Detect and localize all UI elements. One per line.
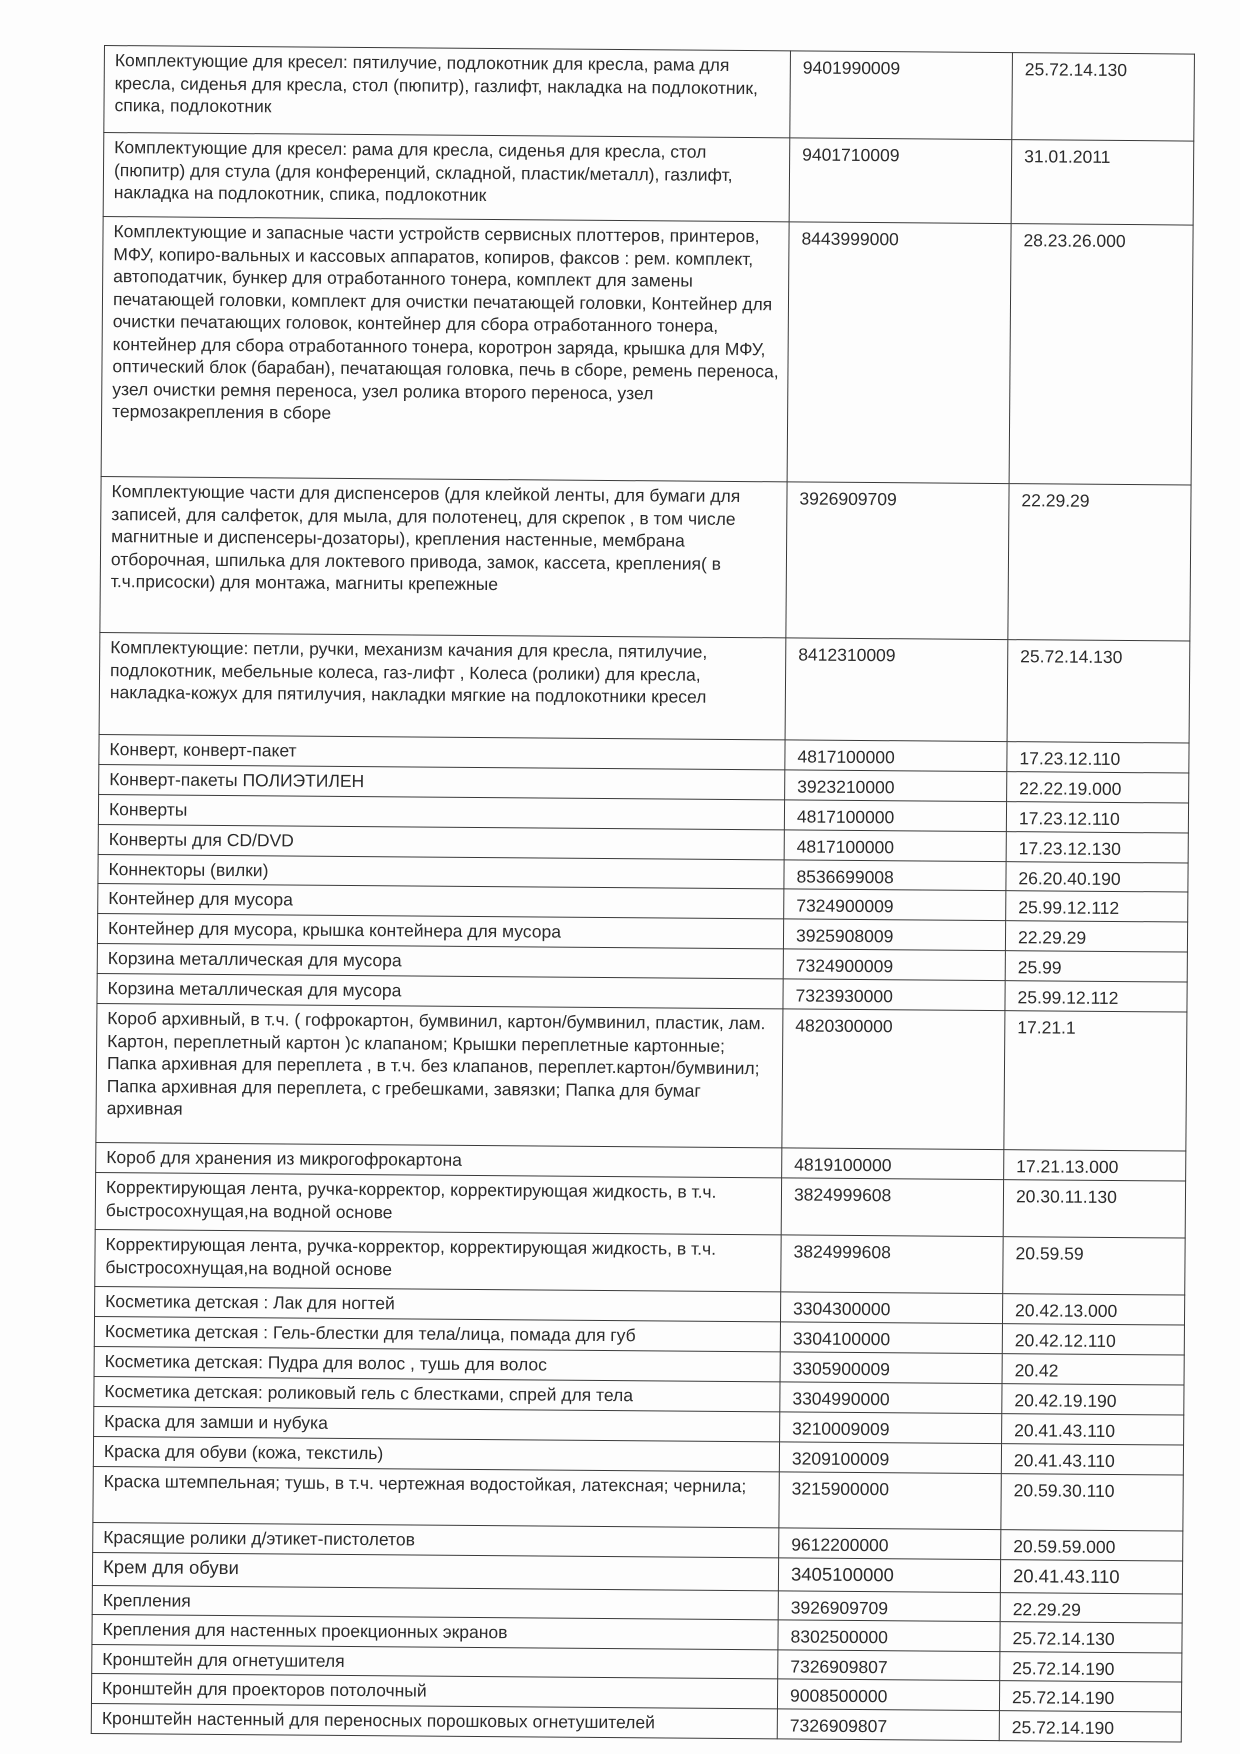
tnved-code-cell: 3405100000: [778, 1558, 1000, 1593]
table-body: [91, 46, 1194, 1743]
okpd2-code-cell: 25.72.14.190: [1000, 1652, 1182, 1682]
tnved-code-cell: 3304300000: [780, 1292, 1002, 1324]
okpd2-code-cell: 25.72.14.190: [999, 1681, 1181, 1712]
okpd2-code-cell: 20.41.43.110: [1002, 1414, 1184, 1445]
tnved-code-cell: 8302500000: [778, 1620, 1000, 1652]
tnved-code-cell: 8443999000: [787, 222, 1011, 484]
table-row: [103, 133, 1194, 226]
okpd2-code-cell: 20.42.13.000: [1002, 1294, 1184, 1325]
tnved-code-cell: 4817100000: [784, 800, 1006, 832]
product-name-cell: Корзина металлическая для мусора: [97, 943, 783, 978]
okpd2-code-cell: 22.29.29: [1008, 484, 1191, 641]
tnved-code-cell: 9401710009: [789, 138, 1012, 224]
tnved-code-cell: 9401990009: [790, 51, 1013, 140]
product-name-cell: Краска для обуви (кожа, текстиль): [93, 1436, 779, 1471]
okpd2-code-cell: 20.42.12.110: [1002, 1324, 1184, 1355]
product-name-cell: Корзина металлическая для мусора: [97, 973, 783, 1008]
okpd2-code-cell: 20.59.59.000: [1001, 1530, 1183, 1561]
okpd2-code-cell: 20.59.30.110: [1001, 1474, 1183, 1531]
product-name-cell: Крепления для настенных проекционных экранов: [92, 1614, 778, 1649]
okpd2-code-cell: 25.72.14.130: [1012, 53, 1195, 141]
product-name-cell: Комплектующие: петли, ручки, механизм качания для кресла, пятилучие, подлокотник, мебельные колеса, газ-лифт , Колеса (ролики) для кресла, накладка-кожух для пятилучия, накладки мягкие на подлокотники кресел: [99, 632, 786, 739]
product-name-cell: Кронштейн настенный для переносных порошковых огнетушителей: [91, 1703, 777, 1738]
okpd2-code-cell: 20.30.11.130: [1003, 1180, 1185, 1238]
product-name-cell: Краска штемпельная; тушь, в т.ч. чертежная водостойкая, латексная; чернила;: [93, 1466, 779, 1527]
tnved-code-cell: 3824999608: [781, 1235, 1003, 1294]
okpd2-code-cell: 17.23.12.110: [1006, 802, 1188, 833]
okpd2-code-cell: 20.41.43.110: [1000, 1560, 1182, 1594]
okpd2-code-cell: 25.99: [1005, 951, 1187, 982]
okpd2-code-cell: 17.23.12.110: [1007, 742, 1189, 773]
tnved-code-cell: 3304100000: [780, 1322, 1002, 1354]
tnved-code-cell: 7324900009: [784, 889, 1006, 921]
okpd2-code-cell: 26.20.40.190: [1006, 862, 1188, 892]
product-name-cell: Контейнер для мусора, крышка контейнера для мусора: [97, 913, 783, 948]
tnved-code-cell: 7326909807: [778, 1650, 1000, 1681]
product-name-cell: Комплектующие и запасные части устройств сервисных плоттеров, принтеров, МФУ, копиро-вальных и кассовых аппаратов, копиров, факсов : рем. комплект, автоподатчик, бункер для отработанного тонера, комплект для замены печатающей головки, комплект для очистки печатающей головки, Контейнер для очистки печатающих головок, контейнер для сбора отработанного тонера, контейнер для сбора отработанного тонера, коротрон заряда, крышка для МФУ, оптический блок (барабан), печатающая головка, печь в сборе, ремень переноса, узел очистки ремня переноса, узел ролика второго переноса, узел термозакрепления в сборе: [101, 216, 789, 481]
okpd2-code-cell: 25.72.14.130: [1007, 640, 1190, 743]
okpd2-code-cell: 17.21.13.000: [1004, 1150, 1186, 1181]
product-name-cell: Коннекторы (вилки): [98, 854, 784, 888]
tnved-code-cell: 4820300000: [782, 1009, 1005, 1150]
tnved-code-cell: 9612200000: [779, 1528, 1001, 1560]
tnved-code-cell: 3923210000: [785, 770, 1007, 802]
product-name-cell: Корректирующая лента, ручка-корректор, корректирующая жидкость, в т.ч. быстросохнущая,на водной основе: [95, 1172, 781, 1234]
tnved-code-cell: 7323930000: [783, 979, 1005, 1011]
product-name-cell: Короб архивный, в т.ч. ( гофрокартон, бумвинил, картон/бумвинил, пластик, лам. Картон, переплетный картон )с клапаном; Крышки переплетные картонные; Папка архивная для переплета , в т.ч. без клапанов, переплет.картон/бумвинил; Папка архивная для переплета, с гребешками, завязки; Папка для бумаг архивная: [96, 1003, 783, 1147]
tnved-code-cell: 4817100000: [784, 830, 1006, 862]
tnved-code-cell: 3209100009: [779, 1442, 1001, 1474]
product-name-cell: Комплектующие для кресел: рама для кресла, сиденья для кресла, стол (пюпитр) для стула (для конференций, складной, пластик/металл), газлифт, накладка на подлокотник, спика, подлокотник: [103, 133, 790, 222]
okpd2-code-cell: 20.42: [1002, 1354, 1184, 1385]
tnved-code-cell: 3926909709: [786, 482, 1009, 640]
table-row: [96, 1003, 1187, 1151]
goods-classification-table: [91, 45, 1195, 1743]
product-name-cell: Комплектующие для кресел: пятилучие, подлокотник для кресла, рама для кресла, сиденья для кресла, стол (пюпитр), газлифт, накладка на подлокотник, спика, подлокотник: [104, 46, 791, 138]
table-row: [100, 476, 1191, 641]
okpd2-code-cell: 20.41.43.110: [1001, 1444, 1183, 1475]
product-name-cell: Крепления: [92, 1585, 778, 1619]
okpd2-code-cell: 28.23.26.000: [1009, 224, 1193, 485]
okpd2-code-cell: 20.42.19.190: [1002, 1384, 1184, 1415]
tnved-code-cell: 3305900009: [780, 1352, 1002, 1384]
product-name-cell: Косметика детская: Пудра для волос , тушь для волос: [94, 1346, 780, 1381]
product-name-cell: Корректирующая лента, ручка-корректор, корректирующая жидкость, в т.ч. быстросохнущая,на водной основе: [95, 1229, 781, 1291]
product-name-cell: Косметика детская: роликовый гель с блестками, спрей для тела: [94, 1376, 780, 1411]
product-name-cell: Красящие ролики д/этикет-пистолетов: [93, 1522, 779, 1557]
okpd2-code-cell: 20.59.59: [1003, 1237, 1185, 1295]
table-row: [93, 1466, 1183, 1531]
product-name-cell: Косметика детская : Гель-блестки для тела/лица, помада для губ: [94, 1316, 780, 1351]
okpd2-code-cell: 25.99.12.112: [1005, 981, 1187, 1012]
tnved-code-cell: 8412310009: [785, 638, 1008, 742]
tnved-code-cell: 3210009009: [780, 1412, 1002, 1444]
product-name-cell: Комплектующие части для диспенсеров (для клейкой ленты, для бумаги для записей, для салфеток, для мыла, для полотенец, для скрепок , в том числе магнитные и диспенсеры-дозаторы), крепления настенные, мембрана отборочная, шпилька для локтевого привода, замок, кассета, крепления( в т.ч.присоски) для монтажа, магниты крепежные: [100, 476, 787, 637]
table-row: [101, 216, 1193, 485]
product-name-cell: Кронштейн для огнетушителя: [92, 1644, 778, 1678]
tnved-code-cell: 3926909709: [778, 1591, 1000, 1622]
table-row: [104, 46, 1195, 142]
tnved-code-cell: 4817100000: [785, 740, 1007, 772]
tnved-code-cell: 3925908009: [783, 919, 1005, 951]
tnved-code-cell: 7324900009: [783, 949, 1005, 981]
product-name-cell: Крем для обуви: [92, 1552, 778, 1590]
okpd2-code-cell: 25.72.14.190: [999, 1711, 1181, 1742]
okpd2-code-cell: 31.01.2011: [1011, 140, 1194, 225]
okpd2-code-cell: 17.21.1: [1004, 1011, 1187, 1151]
okpd2-code-cell: 17.23.12.130: [1006, 832, 1188, 863]
product-name-cell: Косметика детская : Лак для ногтей: [95, 1286, 781, 1321]
tnved-code-cell: 7326909807: [777, 1709, 999, 1741]
product-name-cell: Конверт, конверт-пакет: [99, 734, 785, 769]
product-name-cell: Кронштейн для проекторов потолочный: [91, 1673, 777, 1708]
okpd2-code-cell: 25.99.12.112: [1006, 891, 1188, 922]
product-name-cell: Конверты: [98, 794, 784, 829]
product-name-cell: Конверт-пакеты ПОЛИЭТИЛЕН: [99, 764, 785, 799]
product-name-cell: Короб для хранения из микрогофрокартона: [96, 1142, 782, 1177]
tnved-code-cell: 9008500000: [777, 1679, 999, 1711]
tnved-code-cell: 4819100000: [782, 1148, 1004, 1180]
okpd2-code-cell: 25.72.14.130: [1000, 1622, 1182, 1653]
product-name-cell: Конверты для CD/DVD: [98, 824, 784, 859]
tnved-code-cell: 3304990000: [780, 1382, 1002, 1414]
tnved-code-cell: 8536699008: [784, 860, 1006, 891]
product-name-cell: Контейнер для мусора: [98, 883, 784, 918]
okpd2-code-cell: 22.22.19.000: [1007, 772, 1189, 803]
product-name-cell: Краска для замши и нубука: [94, 1406, 780, 1441]
okpd2-code-cell: 22.29.29: [1005, 921, 1187, 952]
tnved-code-cell: 3824999608: [781, 1178, 1003, 1237]
table-row: [99, 632, 1190, 743]
table-row: [95, 1172, 1185, 1238]
okpd2-code-cell: 22.29.29: [1000, 1593, 1182, 1623]
table-row: [95, 1229, 1185, 1295]
tnved-code-cell: 3215900000: [779, 1472, 1001, 1530]
